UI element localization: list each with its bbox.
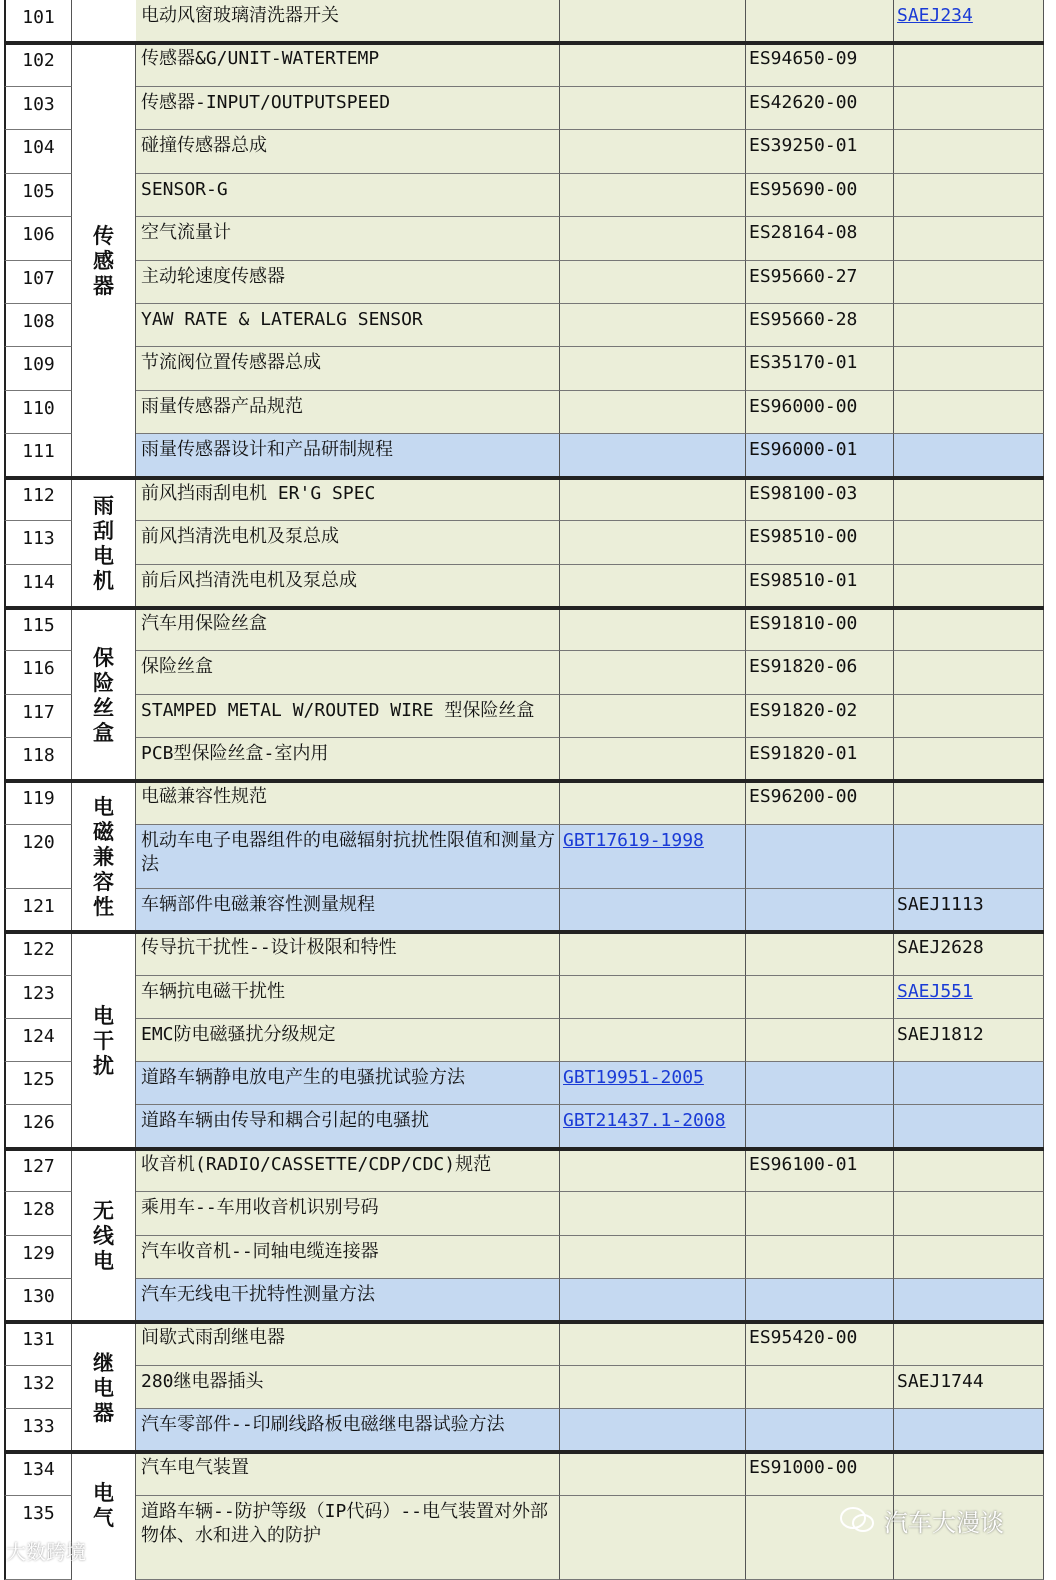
sae-standard bbox=[894, 130, 1044, 174]
group-divider bbox=[4, 1450, 1044, 1454]
sae-standard bbox=[894, 1322, 1044, 1366]
gb-standard[interactable]: GBT19951-2005 bbox=[560, 1062, 746, 1105]
table-row bbox=[0, 695, 1056, 738]
category-char: 继 bbox=[93, 1349, 114, 1375]
category-char: 雨 bbox=[93, 493, 114, 518]
sae-standard bbox=[894, 1105, 1044, 1149]
gb-standard bbox=[560, 651, 746, 695]
sae-standard bbox=[894, 781, 1044, 825]
part-name: 前风挡雨刮电机 ER'G SPEC bbox=[136, 478, 560, 521]
part-name: 传感器&G/UNIT-WATERTEMP bbox=[136, 43, 560, 87]
gb-standard bbox=[560, 130, 746, 174]
row-number: 116 bbox=[4, 651, 72, 695]
sae-standard bbox=[894, 1149, 1044, 1192]
es-standard: ES96100-01 bbox=[746, 1149, 894, 1192]
gb-standard bbox=[560, 889, 746, 932]
gb-standard bbox=[560, 434, 746, 478]
category-char: 扰 bbox=[93, 1053, 114, 1078]
row-number: 127 bbox=[4, 1149, 72, 1192]
gb-standard[interactable]: GBT17619-1998 bbox=[560, 825, 746, 889]
category-char: 丝 bbox=[93, 694, 114, 720]
gb-standard bbox=[560, 261, 746, 304]
gb-standard[interactable]: GBT21437.1-2008 bbox=[560, 1105, 746, 1149]
group-divider bbox=[4, 1320, 1044, 1324]
category-char: 磁 bbox=[93, 819, 114, 844]
sae-standard bbox=[894, 565, 1044, 608]
category-char: 险 bbox=[93, 669, 114, 695]
part-name: PCB型保险丝盒-室内用 bbox=[136, 738, 560, 781]
table-row bbox=[0, 651, 1056, 695]
es-standard: ES98100-03 bbox=[746, 478, 894, 521]
part-name: 雨量传感器产品规范 bbox=[136, 391, 560, 434]
gb-standard bbox=[560, 1236, 746, 1279]
es-standard bbox=[746, 932, 894, 976]
gb-standard bbox=[560, 932, 746, 976]
es-standard bbox=[746, 0, 894, 43]
row-number: 122 bbox=[4, 932, 72, 976]
sae-standard bbox=[894, 478, 1044, 521]
es-standard: ES98510-00 bbox=[746, 521, 894, 565]
es-standard bbox=[746, 1409, 894, 1452]
row-number: 103 bbox=[4, 87, 72, 130]
part-name: 传感器-INPUT/OUTPUTSPEED bbox=[136, 87, 560, 130]
row-number: 124 bbox=[4, 1019, 72, 1062]
sae-standard bbox=[894, 87, 1044, 130]
sae-standard bbox=[894, 1062, 1044, 1105]
table-row bbox=[0, 1149, 1056, 1192]
gb-standard bbox=[560, 304, 746, 347]
gb-standard bbox=[560, 1019, 746, 1062]
part-name: 保险丝盒 bbox=[136, 651, 560, 695]
table-row bbox=[0, 738, 1056, 781]
part-name: 主动轮速度传感器 bbox=[136, 261, 560, 304]
part-name: 280继电器插头 bbox=[136, 1366, 560, 1409]
sae-standard bbox=[894, 1279, 1044, 1322]
row-number: 114 bbox=[4, 565, 72, 608]
es-standard: ES95660-28 bbox=[746, 304, 894, 347]
row-number: 102 bbox=[4, 43, 72, 87]
es-standard: ES35170-01 bbox=[746, 347, 894, 391]
part-name: 汽车零部件--印刷线路板电磁继电器试验方法 bbox=[136, 1409, 560, 1452]
part-name: 车辆部件电磁兼容性测量规程 bbox=[136, 889, 560, 932]
gb-standard bbox=[560, 391, 746, 434]
gb-standard bbox=[560, 174, 746, 217]
table-row bbox=[0, 43, 1056, 87]
sae-standard[interactable]: SAEJ551 bbox=[894, 976, 1044, 1019]
table-row bbox=[0, 1019, 1056, 1062]
sae-standard bbox=[894, 304, 1044, 347]
es-standard: ES42620-00 bbox=[746, 87, 894, 130]
es-standard: ES28164-08 bbox=[746, 217, 894, 261]
sae-standard bbox=[894, 391, 1044, 434]
table-row bbox=[0, 1062, 1056, 1105]
table-row bbox=[0, 1279, 1056, 1322]
table-row bbox=[0, 1105, 1056, 1149]
es-standard: ES95690-00 bbox=[746, 174, 894, 217]
es-standard: ES95660-27 bbox=[746, 261, 894, 304]
part-name: YAW RATE & LATERALG SENSOR bbox=[136, 304, 560, 347]
es-standard: ES94650-09 bbox=[746, 43, 894, 87]
group-divider bbox=[4, 606, 1044, 610]
category-char: 保 bbox=[93, 644, 114, 670]
gb-standard bbox=[560, 1409, 746, 1452]
row-number: 101 bbox=[4, 0, 72, 43]
category-label bbox=[72, 478, 136, 608]
category-char: 性 bbox=[93, 894, 114, 919]
part-name: 道路车辆--防护等级（IP代码）--电气装置对外部物体、水和进入的防护 bbox=[136, 1496, 560, 1580]
es-standard: ES91810-00 bbox=[746, 608, 894, 651]
part-name: EMC防电磁骚扰分级规定 bbox=[136, 1019, 560, 1062]
part-name: 电动风窗玻璃清洗器开关 bbox=[136, 0, 560, 43]
category-label bbox=[72, 608, 136, 781]
category-char: 机 bbox=[93, 568, 114, 593]
gb-standard bbox=[560, 347, 746, 391]
part-name: 车辆抗电磁干扰性 bbox=[136, 976, 560, 1019]
table-row bbox=[0, 1366, 1056, 1409]
es-standard: ES91820-01 bbox=[746, 738, 894, 781]
category-char: 器 bbox=[93, 273, 114, 298]
category-char: 电 bbox=[93, 543, 114, 568]
gb-standard bbox=[560, 608, 746, 651]
table-row bbox=[0, 521, 1056, 565]
gb-standard bbox=[560, 1279, 746, 1322]
category-char: 兼 bbox=[93, 844, 114, 869]
es-standard bbox=[746, 1366, 894, 1409]
row-number: 125 bbox=[4, 1062, 72, 1105]
category-char: 传 bbox=[93, 223, 114, 248]
sae-standard bbox=[894, 1236, 1044, 1279]
row-number: 111 bbox=[4, 434, 72, 478]
sae-standard bbox=[894, 217, 1044, 261]
part-name: 汽车收音机--同轴电缆连接器 bbox=[136, 1236, 560, 1279]
category-label bbox=[72, 932, 136, 1149]
table-row bbox=[0, 932, 1056, 976]
category-char: 电 bbox=[93, 794, 114, 819]
group-divider bbox=[4, 1147, 1044, 1151]
sae-standard bbox=[894, 608, 1044, 651]
part-name: 前后风挡清洗电机及泵总成 bbox=[136, 565, 560, 608]
row-number: 112 bbox=[4, 478, 72, 521]
row-number: 133 bbox=[4, 1409, 72, 1452]
part-name: SENSOR-G bbox=[136, 174, 560, 217]
category-char: 刮 bbox=[93, 518, 114, 543]
sae-standard bbox=[894, 174, 1044, 217]
gb-standard bbox=[560, 1149, 746, 1192]
table-row bbox=[0, 889, 1056, 932]
part-name: 雨量传感器设计和产品研制规程 bbox=[136, 434, 560, 478]
sae-standard bbox=[894, 261, 1044, 304]
row-number: 131 bbox=[4, 1322, 72, 1366]
table-row bbox=[0, 565, 1056, 608]
row-number: 121 bbox=[4, 889, 72, 932]
table-row bbox=[0, 304, 1056, 347]
row-number: 120 bbox=[4, 825, 72, 889]
gb-standard bbox=[560, 781, 746, 825]
es-standard: ES91820-06 bbox=[746, 651, 894, 695]
row-number: 109 bbox=[4, 347, 72, 391]
sae-standard: SAEJ1744 bbox=[894, 1366, 1044, 1409]
table-row bbox=[0, 608, 1056, 651]
table-row bbox=[0, 87, 1056, 130]
gb-standard bbox=[560, 1496, 746, 1580]
table-row bbox=[0, 1452, 1056, 1496]
es-standard bbox=[746, 1019, 894, 1062]
row-number: 132 bbox=[4, 1366, 72, 1409]
part-name: 汽车用保险丝盒 bbox=[136, 608, 560, 651]
row-number: 134 bbox=[4, 1452, 72, 1496]
category-char: 无 bbox=[93, 1198, 114, 1223]
sae-standard: SAEJ1113 bbox=[894, 889, 1044, 932]
sae-standard bbox=[894, 738, 1044, 781]
sae-standard bbox=[894, 347, 1044, 391]
category-char: 电 bbox=[93, 1374, 114, 1400]
table-row bbox=[0, 1236, 1056, 1279]
es-standard: ES39250-01 bbox=[746, 130, 894, 174]
category-char: 电 bbox=[93, 1480, 114, 1505]
gb-standard bbox=[560, 1366, 746, 1409]
gb-standard bbox=[560, 1322, 746, 1366]
part-name: 道路车辆由传导和耦合引起的电骚扰 bbox=[136, 1105, 560, 1149]
category-char: 线 bbox=[93, 1223, 114, 1248]
sae-standard bbox=[894, 434, 1044, 478]
table-row bbox=[0, 0, 1056, 43]
category-char: 器 bbox=[93, 1399, 114, 1425]
category-char: 气 bbox=[93, 1505, 114, 1530]
sae-standard bbox=[894, 1409, 1044, 1452]
group-divider bbox=[4, 779, 1044, 783]
part-name: 机动车电子电器组件的电磁辐射抗扰性限值和测量方法 bbox=[136, 825, 560, 889]
sae-standard bbox=[894, 521, 1044, 565]
gb-standard bbox=[560, 521, 746, 565]
sae-standard[interactable]: SAEJ234 bbox=[894, 0, 1044, 43]
sae-standard: SAEJ1812 bbox=[894, 1019, 1044, 1062]
category-label bbox=[72, 43, 136, 478]
row-number: 104 bbox=[4, 130, 72, 174]
es-standard: ES96000-01 bbox=[746, 434, 894, 478]
gb-standard bbox=[560, 1192, 746, 1236]
sae-standard bbox=[894, 825, 1044, 889]
sae-standard: SAEJ2628 bbox=[894, 932, 1044, 976]
row-number: 118 bbox=[4, 738, 72, 781]
table-row bbox=[0, 347, 1056, 391]
gb-standard bbox=[560, 0, 746, 43]
es-standard bbox=[746, 976, 894, 1019]
category-label bbox=[72, 1322, 136, 1452]
row-number: 130 bbox=[4, 1279, 72, 1322]
table-row bbox=[0, 174, 1056, 217]
wechat-icon bbox=[838, 1505, 878, 1535]
table-row bbox=[0, 1192, 1056, 1236]
gb-standard bbox=[560, 695, 746, 738]
table-row bbox=[0, 1409, 1056, 1452]
es-standard bbox=[746, 1062, 894, 1105]
watermark-left: 大数跨境 bbox=[6, 1540, 86, 1564]
gb-standard bbox=[560, 976, 746, 1019]
watermark-right: 汽车大漫谈 bbox=[884, 1509, 1004, 1537]
es-standard: ES96200-00 bbox=[746, 781, 894, 825]
part-name: 传导抗干扰性--设计极限和特性 bbox=[136, 932, 560, 976]
row-number: 123 bbox=[4, 976, 72, 1019]
part-name: 汽车电气装置 bbox=[136, 1452, 560, 1496]
part-name: 道路车辆静电放电产生的电骚扰试验方法 bbox=[136, 1062, 560, 1105]
category-char: 感 bbox=[93, 248, 114, 273]
row-number: 110 bbox=[4, 391, 72, 434]
table-row bbox=[0, 825, 1056, 889]
gb-standard bbox=[560, 217, 746, 261]
es-standard bbox=[746, 825, 894, 889]
row-number: 117 bbox=[4, 695, 72, 738]
category-char: 电 bbox=[93, 1003, 114, 1028]
sae-standard bbox=[894, 43, 1044, 87]
es-standard bbox=[746, 1279, 894, 1322]
table-row bbox=[0, 217, 1056, 261]
es-standard bbox=[746, 1236, 894, 1279]
table-row bbox=[0, 391, 1056, 434]
gb-standard bbox=[560, 43, 746, 87]
row-number: 119 bbox=[4, 781, 72, 825]
gb-standard bbox=[560, 565, 746, 608]
row-number: 105 bbox=[4, 174, 72, 217]
part-name: 收音机(RADIO/CASSETTE/CDP/CDC)规范 bbox=[136, 1149, 560, 1192]
table-row bbox=[0, 976, 1056, 1019]
es-standard: ES98510-01 bbox=[746, 565, 894, 608]
table-row bbox=[0, 261, 1056, 304]
row-number: 107 bbox=[4, 261, 72, 304]
table-row bbox=[0, 1322, 1056, 1366]
sae-standard bbox=[894, 1192, 1044, 1236]
part-name: 汽车无线电干扰特性测量方法 bbox=[136, 1279, 560, 1322]
row-number: 135 bbox=[4, 1496, 72, 1580]
es-standard: ES96000-00 bbox=[746, 391, 894, 434]
gb-standard bbox=[560, 478, 746, 521]
es-standard: ES95420-00 bbox=[746, 1322, 894, 1366]
row-number: 115 bbox=[4, 608, 72, 651]
table-row bbox=[0, 130, 1056, 174]
table-row bbox=[0, 781, 1056, 825]
sae-standard bbox=[894, 1452, 1044, 1496]
row-number: 113 bbox=[4, 521, 72, 565]
table-row bbox=[0, 478, 1056, 521]
es-standard: ES91820-02 bbox=[746, 695, 894, 738]
part-name: 空气流量计 bbox=[136, 217, 560, 261]
es-standard bbox=[746, 889, 894, 932]
row-number: 108 bbox=[4, 304, 72, 347]
category-char: 干 bbox=[93, 1028, 114, 1053]
group-divider bbox=[4, 930, 1044, 934]
part-name: 间歇式雨刮继电器 bbox=[136, 1322, 560, 1366]
part-name: 前风挡清洗电机及泵总成 bbox=[136, 521, 560, 565]
category-char: 盒 bbox=[93, 719, 114, 745]
es-standard bbox=[746, 1105, 894, 1149]
sae-standard bbox=[894, 695, 1044, 738]
category-label bbox=[72, 1149, 136, 1322]
category-label bbox=[72, 781, 136, 932]
sae-standard bbox=[894, 651, 1044, 695]
row-number: 129 bbox=[4, 1236, 72, 1279]
row-number: 128 bbox=[4, 1192, 72, 1236]
gb-standard bbox=[560, 1452, 746, 1496]
group-divider bbox=[4, 41, 1044, 45]
gb-standard bbox=[560, 738, 746, 781]
row-number: 106 bbox=[4, 217, 72, 261]
group-divider bbox=[4, 476, 1044, 480]
table-row bbox=[0, 434, 1056, 478]
part-name: STAMPED METAL W/ROUTED WIRE 型保险丝盒 bbox=[136, 695, 560, 738]
part-name: 乘用车--车用收音机识别号码 bbox=[136, 1192, 560, 1236]
part-name: 电磁兼容性规范 bbox=[136, 781, 560, 825]
es-standard bbox=[746, 1192, 894, 1236]
part-name: 碰撞传感器总成 bbox=[136, 130, 560, 174]
row-number: 126 bbox=[4, 1105, 72, 1149]
gb-standard bbox=[560, 87, 746, 130]
es-standard: ES91000-00 bbox=[746, 1452, 894, 1496]
category-char: 电 bbox=[93, 1248, 114, 1273]
part-name: 节流阀位置传感器总成 bbox=[136, 347, 560, 391]
category-char: 容 bbox=[93, 869, 114, 894]
